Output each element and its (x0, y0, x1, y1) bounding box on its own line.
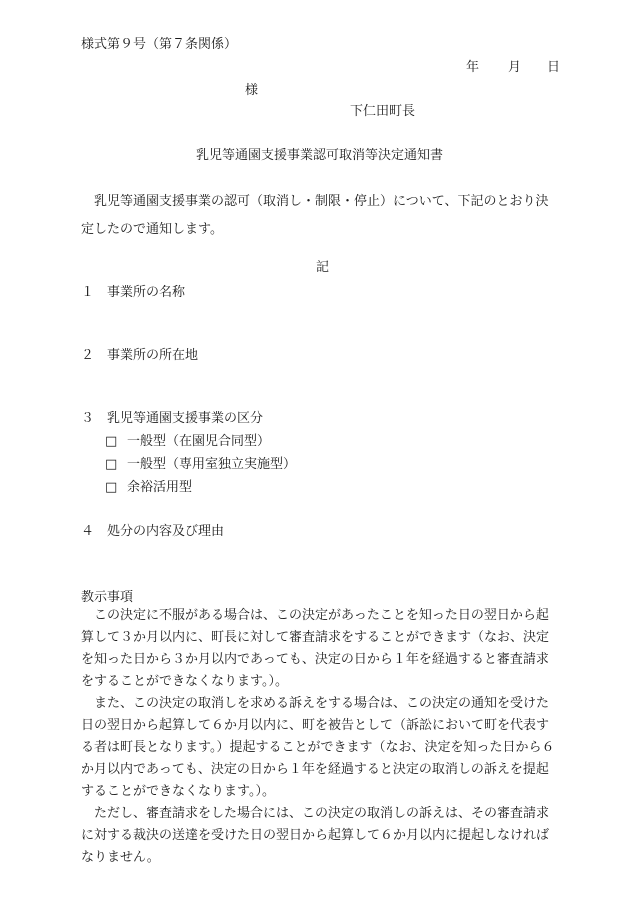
item-label: 乳児等通園支援事業の区分 (107, 411, 264, 426)
notice-line: 日の翌日から起算して６か月以内に、町を被告として（訴訟において町を代表す (81, 718, 550, 733)
category-label: 一般型（専用室独立実施型） (127, 457, 297, 472)
item-number: ３ (81, 411, 95, 426)
form-number: 様式第９号（第７条関係） (81, 37, 238, 52)
intro-line: 定したので通知します。 (81, 221, 223, 237)
addressee-suffix: 様 (245, 83, 259, 98)
notice-line: この決定に不服がある場合は、この決定があったことを知った日の翌日から起 (94, 608, 549, 623)
item-label: 事業所の名称 (107, 285, 186, 300)
category-label: 一般型（在園児合同型） (127, 434, 271, 449)
ki-heading: 記 (316, 260, 330, 275)
category-option (105, 456, 296, 474)
notice-heading: 教示事項 (81, 590, 134, 605)
notice-line: ただし、審査請求をした場合には、この決定の取消しの訴えは、その審査請求 (94, 806, 550, 821)
item-3 (81, 410, 263, 428)
notice-line: を知った日から３か月以内であっても、決定の日から１年を経過すると審査請求 (81, 652, 549, 667)
notice-line: に対する裁決の送達を受けた日の翌日から起算して６か月以内に提起しなければ (81, 828, 550, 843)
notice-line: なりません。 (81, 850, 160, 865)
document-title: 乳児等通園支援事業認可取消等決定通知書 (196, 148, 444, 163)
date-month-label: 月 (508, 60, 522, 75)
notice-line: することができなくなります。）。 (81, 784, 275, 799)
item-number: ４ (81, 524, 95, 539)
checkbox-icon[interactable]: □ (105, 434, 118, 449)
item-2 (81, 347, 198, 365)
category-option (105, 433, 270, 451)
date-day-label: 日 (547, 60, 561, 75)
notice-paragraph-1 (81, 605, 563, 693)
item-number: １ (81, 285, 95, 300)
issuer: 下仁田町長 (350, 104, 416, 119)
notice-line: また、この決定の取消しを求める訴えをする場合は、この決定の通知を受けた (94, 696, 550, 711)
item-label: 処分の内容及び理由 (107, 524, 225, 539)
date-year-label: 年 (466, 60, 480, 75)
notice-line: る者は町長となります。）提起することができます（なお、決定を知った日から６ (81, 740, 555, 755)
item-label: 事業所の所在地 (107, 348, 199, 363)
notice-paragraph-2 (81, 693, 563, 803)
notice-line: 算して３か月以内に、町長に対して審査請求をすることができます（なお、決定 (81, 630, 550, 645)
intro-paragraph (81, 188, 563, 243)
checkbox-icon[interactable]: □ (105, 457, 118, 472)
item-4 (81, 523, 224, 541)
notice-line: をすることができなくなります。）。 (81, 674, 288, 689)
category-label: 余裕活用型 (127, 480, 193, 495)
notice-line: か月以内であっても、決定の日から１年を経過すると決定の取消しの訴えを提起 (81, 762, 549, 777)
notice-paragraph-3 (81, 803, 563, 869)
category-option (105, 479, 192, 497)
intro-line: 乳児等通園支援事業の認可（取消し・制限・停止）について、下記のとおり決 (94, 194, 549, 209)
checkbox-icon[interactable]: □ (105, 480, 118, 495)
item-number: ２ (81, 348, 95, 363)
item-1 (81, 284, 185, 302)
